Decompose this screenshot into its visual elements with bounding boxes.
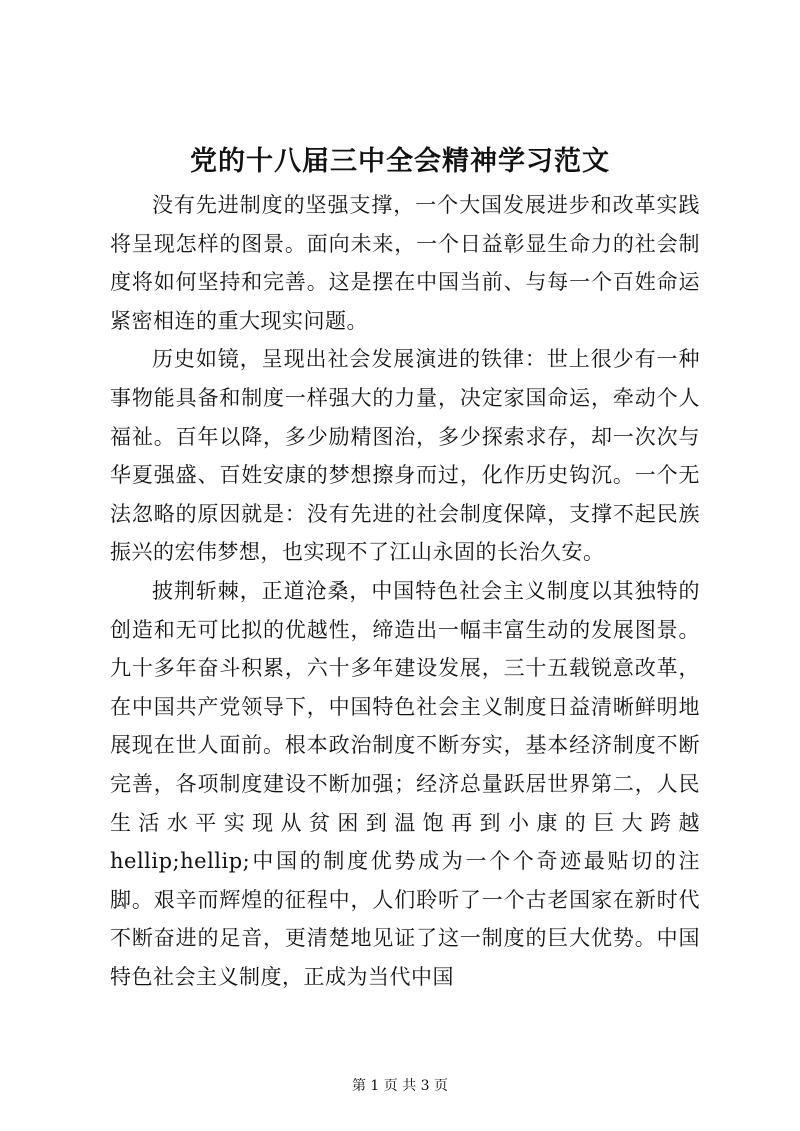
document-title: 党的十八届三中全会精神学习范文 <box>190 146 610 177</box>
page-footer <box>0 1076 800 1096</box>
document-body <box>110 186 700 996</box>
page-number: 第 1 页 共 3 页 <box>351 1078 449 1094</box>
paragraph-1: 没有先进制度的坚强支撑，一个大国发展进步和改革实践将呈现怎样的图景。面向未来，一个日益彰显生命力的社会制度将如何坚持和完善。这是摆在中国当前、与每一个百姓命运紧密相连的重大现实问题。 <box>110 193 700 333</box>
paragraph-2: 历史如镜，呈现出社会发展演进的铁律：世上很少有一种事物能具备和制度一样强大的力量，决定家国命运，牵动个人福祉。百年以降，多少励精图治，多少探索求存，却一次次与华夏强盛、百姓安康的梦想擦身而过，化作历史钩沉。一个无法忽略的原因就是：没有先进的社会制度保障，支撑不起民族振兴的宏伟梦想，也实现不了江山永固的长治久安。 <box>110 347 700 565</box>
paragraph-3: 披荆斩棘，正道沧桑，中国特色社会主义制度以其独特的创造和无可比拟的优越性，缔造出一幅丰富生动的发展图景。九十多年奋斗积累，六十多年建设发展，三十五载锐意改革，在中国共产党领导下，中国特色社会主义制度日益清晰鲜明地展现在世人面前。根本政治制度不断夯实，基本经济制度不断完善，各项制度建设不断加强；经济总量跃居世界第二，人民生活水平实现从贫困到温饱再到小康的巨大跨越hellip;hellip;中国的制度优势成为一个个奇迹最贴切的注脚。艰辛而辉煌的征程中，人们聆听了一个古老国家在新时代不断奋进的足音，更清楚地见证了这一制度的巨大优势。中国特色社会主义制度，正成为当代中国 <box>110 578 700 989</box>
